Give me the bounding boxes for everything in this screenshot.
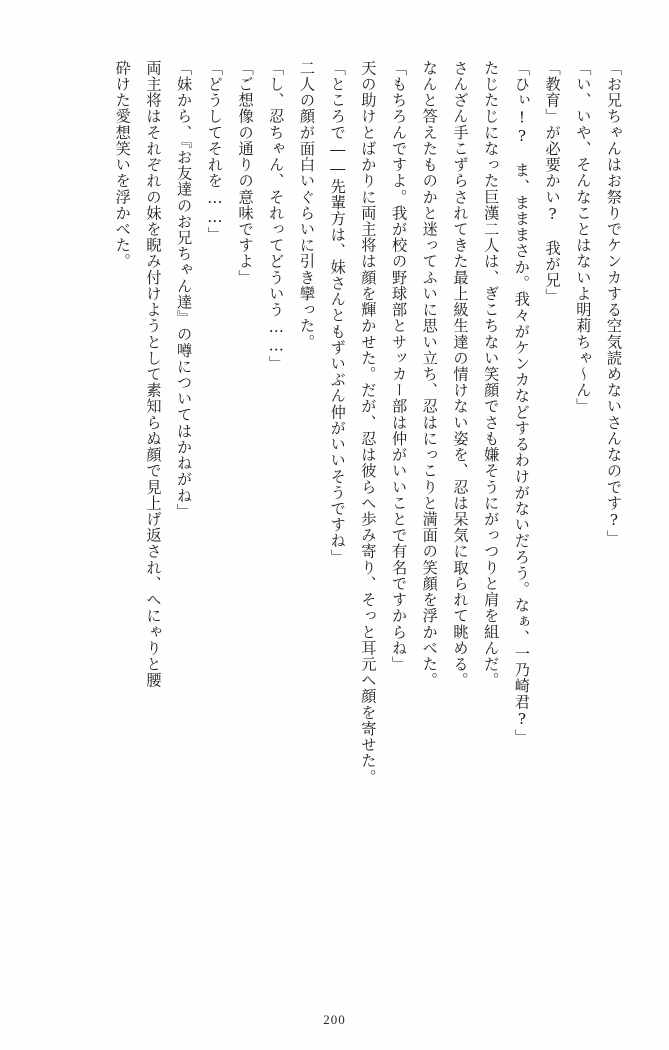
text-line: 「もちろんですよ。我が校の野球部とサッカー部は仲がいいことで有名ですからね」 xyxy=(390,60,409,673)
text-line: たじたじになった巨漢二人は、ぎこちない笑顔でさも嫌そうにがっつりと肩を組んだ。 xyxy=(482,60,501,689)
novel-body-text xyxy=(40,60,629,990)
text-line: 「い、いや、そんなことはないよ明莉ちゃ～ん」 xyxy=(574,60,593,415)
page-number: 200 xyxy=(323,1012,346,1027)
text-line: さんざん手こずらされてきた最上級生達の情けない姿を、忍は呆気に取られて眺める。 xyxy=(451,60,470,689)
text-line: 「ところで――先輩方は、妹さんともずいぶん仲がいいそうですね」 xyxy=(328,60,347,566)
text-line: 「妹から、『お友達のお兄ちゃん達』の噂についてはかねがね」 xyxy=(175,60,194,520)
text-line: 二人の顔が面白いぐらいに引き攣った。 xyxy=(297,60,316,351)
text-line: なんと答えたものかと迷ってふいに思い立ち、忍はにっこりと満面の笑顔を浮かべた。 xyxy=(420,60,439,689)
text-line: 「教育」が必要かい? 我が兄」 xyxy=(543,60,562,305)
text-line: 天の助けとばかりに両主将は顔を輝かせた。だが、忍は彼らへ歩み寄り、そっと耳元へ顔を寄せた。 xyxy=(359,60,378,786)
text-line: 砕けた愛想笑いを浮かべた。 xyxy=(113,60,132,270)
text-line: 両主将はそれぞれの妹を睨み付けようとして素知らぬ顔で見上げ返され、へにゃりと腰 xyxy=(144,60,163,689)
text-line: 「どうしてそれを……」 xyxy=(205,60,224,243)
text-line: 「し、忍ちゃん、それってどういう……」 xyxy=(267,60,286,372)
text-line: 「ご想像の通りの意味ですよ」 xyxy=(236,60,255,286)
text-line: 「お兄ちゃんはお祭りでケンカする空気読めないさんなのです?」 xyxy=(605,60,623,547)
text-line: 「ひぃ!? ま、まままさか。我々がケンカなどするわけがないだろう。なぁ、一乃崎君?」 xyxy=(512,60,531,746)
